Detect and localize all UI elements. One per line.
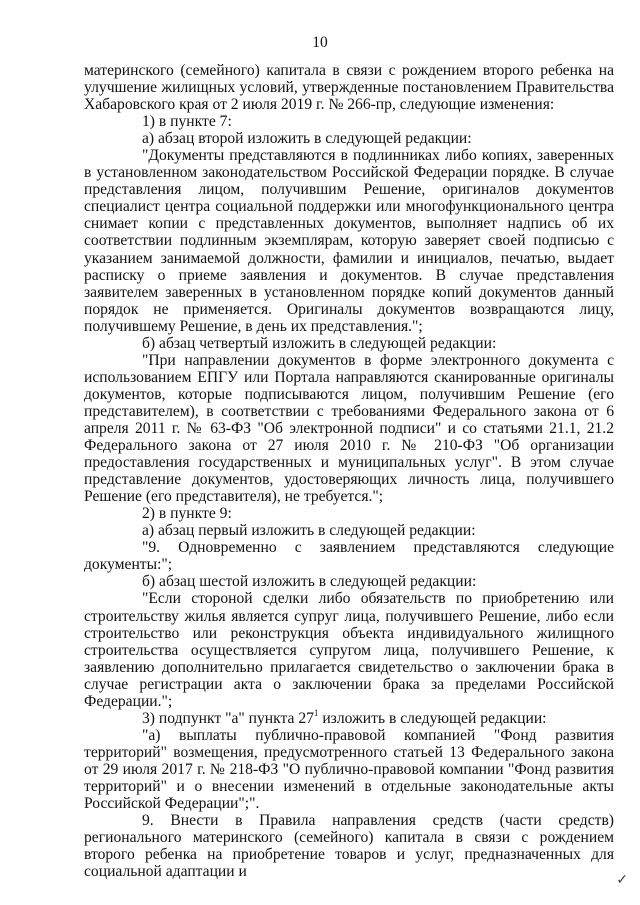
paragraph-tail: изложить в следующей редакции: xyxy=(318,709,547,727)
paragraph: 1) в пункте 7: xyxy=(142,113,232,131)
paragraph: "а) выплаты публично-правовой компанией "Фонд развития территорий" возмещения, предусмотренного статьей 13 Федерального закона от 29 июля 2017 г. № 218-ФЗ "О публично-правовой компании "Фонд развития территорий" и о внесении изменений в отдельные законодательные акты Российской Федерации";". xyxy=(84,726,614,813)
document-body xyxy=(84,62,614,880)
paragraph: а) абзац второй изложить в следующей редакции: xyxy=(142,130,472,148)
paragraph: "При направлении документов в форме электронного документа с использованием ЕПГУ или Портала направляются сканированные оригиналы документов, которые подписываются лицом, получившим Решение (его представителем), в соответствии с требованиями Федерального закона от 6 апреля 2011 г. № 63-ФЗ "Об электронной подписи" и со статьями 21.1, 21.2 Федерального закона от 27 июля 2010 г. № 210-ФЗ "Об организации предоставления государственных и муниципальных услуг". В этом случае представление документов, удостоверяющих личность лица, получившего Решение (его представителя), не требуется."; xyxy=(84,351,614,506)
paragraph-with-superscript xyxy=(84,707,614,727)
paragraph: 2) в пункте 9: xyxy=(142,505,232,523)
page-number: 10 xyxy=(312,34,328,51)
corner-mark: ✓ xyxy=(616,873,628,888)
paragraph: а) абзац первый изложить в следующей редакции: xyxy=(142,522,476,540)
paragraph: "Документы представляются в подлинниках либо копиях, заверенных в установленном законодательством Российской Федерации порядке. В случае представления лицом, получившим Решение, оригиналов документов специалист центра социальной поддержки или многофункционального центра снимает копии с представленных документов, выполняет надпись об их соответствии подлинным экземплярам, которую заверяет своей подписью с указанием занимаемой должности, фамилии и инициалов, печатью, выдает расписку о приеме заявления и документов. В случае представления заявителем заверенных в установленном порядке копий документов данный порядок не применяется. Оригиналы документов возвращаются лицу, получившему Решение, в день их представления."; xyxy=(84,147,614,335)
superscript: 1 xyxy=(313,707,319,718)
paragraph: материнского (семейного) капитала в связи с рождением второго ребенка на улучшение жилищных условий, утвержденные постановлением Правительства Хабаровского края от 2 июля 2019 г. № 266-пр, следующие изменения: xyxy=(84,62,614,114)
paragraph: 9. Внести в Правила направления средств (части средств) регионального материнского (семейного) капитала в связи с рождением второго ребенка на приобретение товаров и услуг, предназначенных для социальной адаптации и xyxy=(84,812,614,881)
paragraph: б) абзац шестой изложить в следующей редакции: xyxy=(142,573,477,591)
paragraph: б) абзац четвертый изложить в следующей редакции: xyxy=(142,334,497,352)
paragraph-text: 3) подпункт "а" пункта 27 xyxy=(142,709,314,727)
paragraph: "Если стороной сделки либо обязательств по приобретению или строительству жилья является супруг лица, получившего Решение, либо если строительство или реконструкция объекта индивидуального жилищного строительства осуществляется супругом лица, получившего Решение, к заявлению дополнительно прилагается свидетельство о заключении брака в случае регистрации акта о заключении брака за пределами Российской Федерации."; xyxy=(84,590,614,710)
paragraph: "9. Одновременно с заявлением представляются следующие документы:"; xyxy=(84,539,614,574)
